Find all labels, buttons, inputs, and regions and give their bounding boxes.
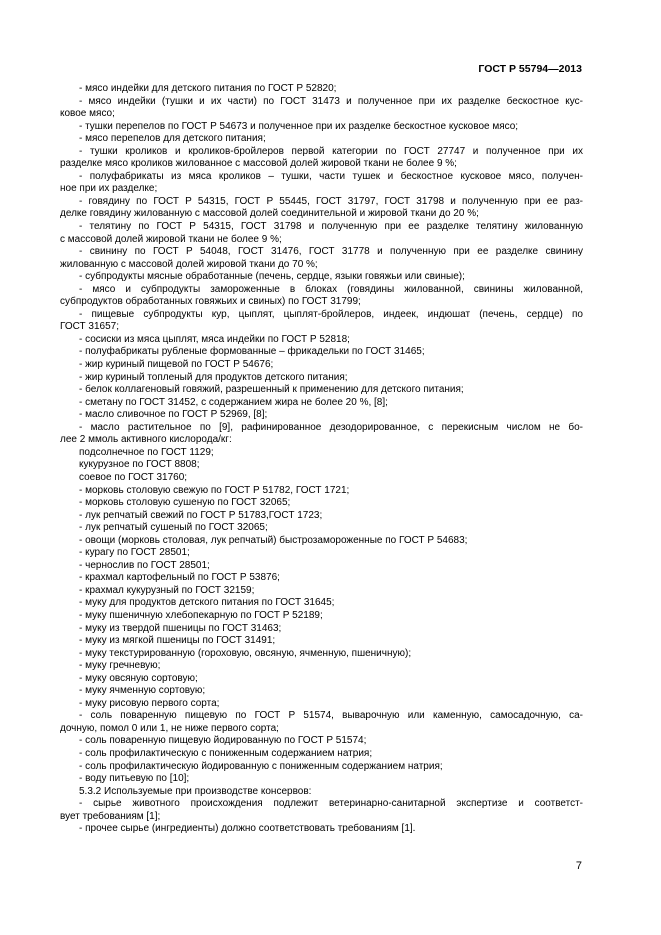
- text-line: - муку для продуктов детского питания по ГОСТ 31645;: [79, 597, 335, 609]
- text-line: - сметану по ГОСТ 31452, с содержанием жира не более 20 %, [8];: [79, 396, 388, 408]
- text-line: - чернослив по ГОСТ 28501;: [79, 559, 210, 571]
- text-line: 5.3.2 Используемые при производстве консервов:: [79, 785, 312, 797]
- text-line: - сосиски из мяса цыплят, мяса индейки по ГОСТ Р 52818;: [79, 333, 350, 345]
- text-line: кукурузное по ГОСТ 8808;: [79, 459, 200, 471]
- text-line: разделке мясо кроликов жилованное с массовой долей жировой ткани не более 9 %;: [60, 158, 457, 170]
- text-line: - соль профилактическую с пониженным содержанием натрия;: [79, 747, 373, 759]
- text-line: - воду питьевую по [10];: [79, 773, 190, 785]
- text-line: - соль поваренную пищевую по ГОСТ Р 51574, выварочную или каменную, самосадочную, са-: [79, 710, 583, 722]
- text-line: лее 2 ммоль активного кислорода/кг:: [60, 434, 232, 446]
- text-line: ГОСТ 31657;: [60, 321, 119, 333]
- text-line: - муку рисовую первого сорта;: [79, 697, 220, 709]
- document-body: [60, 83, 583, 836]
- text-line: - телятину по ГОСТ Р 54315, ГОСТ 31798 и полученную при ее разделке телятину жилованную: [79, 221, 583, 233]
- text-line: жилованную с массовой долей жировой ткани до 70 %;: [60, 258, 318, 270]
- text-line: - жир куриный топленый для продуктов детского питания;: [79, 371, 348, 383]
- text-line: - субпродукты мясные обработанные (печень, сердце, языки говяжьи или свиные);: [79, 271, 465, 283]
- text-line: - мясо и субпродукты замороженные в блоках (говядины жилованной, свинины жилованной,: [79, 283, 583, 295]
- text-line: дочную, помол 0 или 1, не ниже первого сорта;: [60, 722, 279, 734]
- text-line: - морковь столовую свежую по ГОСТ Р 51782, ГОСТ 1721;: [79, 484, 350, 496]
- text-line: - белок коллагеновый говяжий, разрешенный к применению для детского питания;: [79, 384, 464, 396]
- text-line: подсолнечное по ГОСТ 1129;: [79, 446, 214, 458]
- text-line: - муку текстурированную (гороховую, овсяную, ячменную, пшеничную);: [79, 647, 412, 659]
- text-line: - овощи (морковь столовая, лук репчатый) быстрозамороженные по ГОСТ Р 54683;: [79, 534, 468, 546]
- text-line: - тушки кроликов и кроликов-бройлеров первой категории по ГОСТ 27747 и полученное при их: [79, 145, 583, 157]
- text-line: - сырье животного происхождения подлежит ветеринарно-санитарной экспертизе и соответст-: [79, 798, 583, 810]
- text-line: с массовой долей жировой ткани не более 9 %;: [60, 233, 282, 245]
- text-line: - муку из мягкой пшеницы по ГОСТ 31491;: [79, 635, 276, 647]
- text-line: ное при их разделке;: [60, 183, 158, 195]
- text-line: - мясо индейки для детского питания по ГОСТ Р 52820;: [79, 83, 337, 94]
- text-line: вует требованиям [1];: [60, 810, 161, 822]
- text-line: - мясо индейки (тушки и их части) по ГОСТ 31473 и полученное при их разделке бескостное кус-: [79, 95, 583, 107]
- text-line: делке говядину жилованную с массовой долей соединительной и жировой ткани до 20 %;: [60, 208, 479, 220]
- page-number: 7: [575, 860, 582, 872]
- text-line: - полуфабрикаты рубленые формованные – фрикадельки по ГОСТ 31465;: [79, 346, 425, 358]
- text-line: - масло растительное по [9], рафинированное дезодорированное, с перекисным числом не бо-: [79, 421, 583, 433]
- text-line: - крахмал картофельный по ГОСТ Р 53876;: [79, 572, 280, 584]
- text-line: - муку овсяную сортовую;: [79, 672, 198, 684]
- text-line: субпродуктов обработанных говяжьих и свиных) по ГОСТ 31799;: [60, 296, 361, 308]
- text-line: - соль профилактическую йодированную с пониженным содержанием натрия;: [79, 760, 443, 772]
- text-line: - прочее сырье (ингредиенты) должно соответствовать требованиям [1].: [79, 823, 416, 835]
- text-line: - мясо перепелов для детского питания;: [79, 133, 266, 145]
- text-line: ковое мясо;: [60, 108, 115, 120]
- text-line: - пищевые субпродукты кур, цыплят, цыплят-бройлеров, индеек, индюшат (печень, сердце) по: [79, 308, 583, 320]
- text-line: - лук репчатый свежий по ГОСТ Р 51783,ГОСТ 1723;: [79, 509, 323, 521]
- text-line: - курагу по ГОСТ 28501;: [79, 547, 190, 559]
- text-line: - муку пшеничную хлебопекарную по ГОСТ Р 52189;: [79, 609, 323, 621]
- document-header: ГОСТ Р 55794—2013: [478, 63, 582, 75]
- text-line: - муку ячменную сортовую;: [79, 685, 206, 697]
- text-line: - масло сливочное по ГОСТ Р 52969, [8];: [79, 409, 268, 421]
- text-line: - лук репчатый сушеный по ГОСТ 32065;: [79, 522, 268, 534]
- text-line: - говядину по ГОСТ Р 54315, ГОСТ Р 55445, ГОСТ 31797, ГОСТ 31798 и полученную при ее раз-: [79, 195, 583, 207]
- text-line: - крахмал кукурузный по ГОСТ 32159;: [79, 584, 255, 596]
- text-line: - свинину по ГОСТ Р 54048, ГОСТ 31476, ГОСТ 31778 и полученную при ее разделке свинину: [79, 246, 583, 258]
- text-line: - морковь столовую сушеную по ГОСТ 32065;: [79, 497, 291, 509]
- text-line: - соль поваренную пищевую йодированную по ГОСТ Р 51574;: [79, 735, 367, 747]
- text-line: - муку гречневую;: [79, 660, 161, 672]
- text-line: - жир куриный пищевой по ГОСТ Р 54676;: [79, 359, 274, 371]
- text-line: соевое по ГОСТ 31760;: [79, 471, 188, 483]
- text-line: - тушки перепелов по ГОСТ Р 54673 и полученное при их разделке бескостное кусковое мясо;: [79, 120, 519, 132]
- text-line: - муку из твердой пшеницы по ГОСТ 31463;: [79, 622, 282, 634]
- text-line: - полуфабрикаты из мяса кроликов – тушки, части тушек и бескостное кусковое мясо, получен-: [79, 170, 583, 182]
